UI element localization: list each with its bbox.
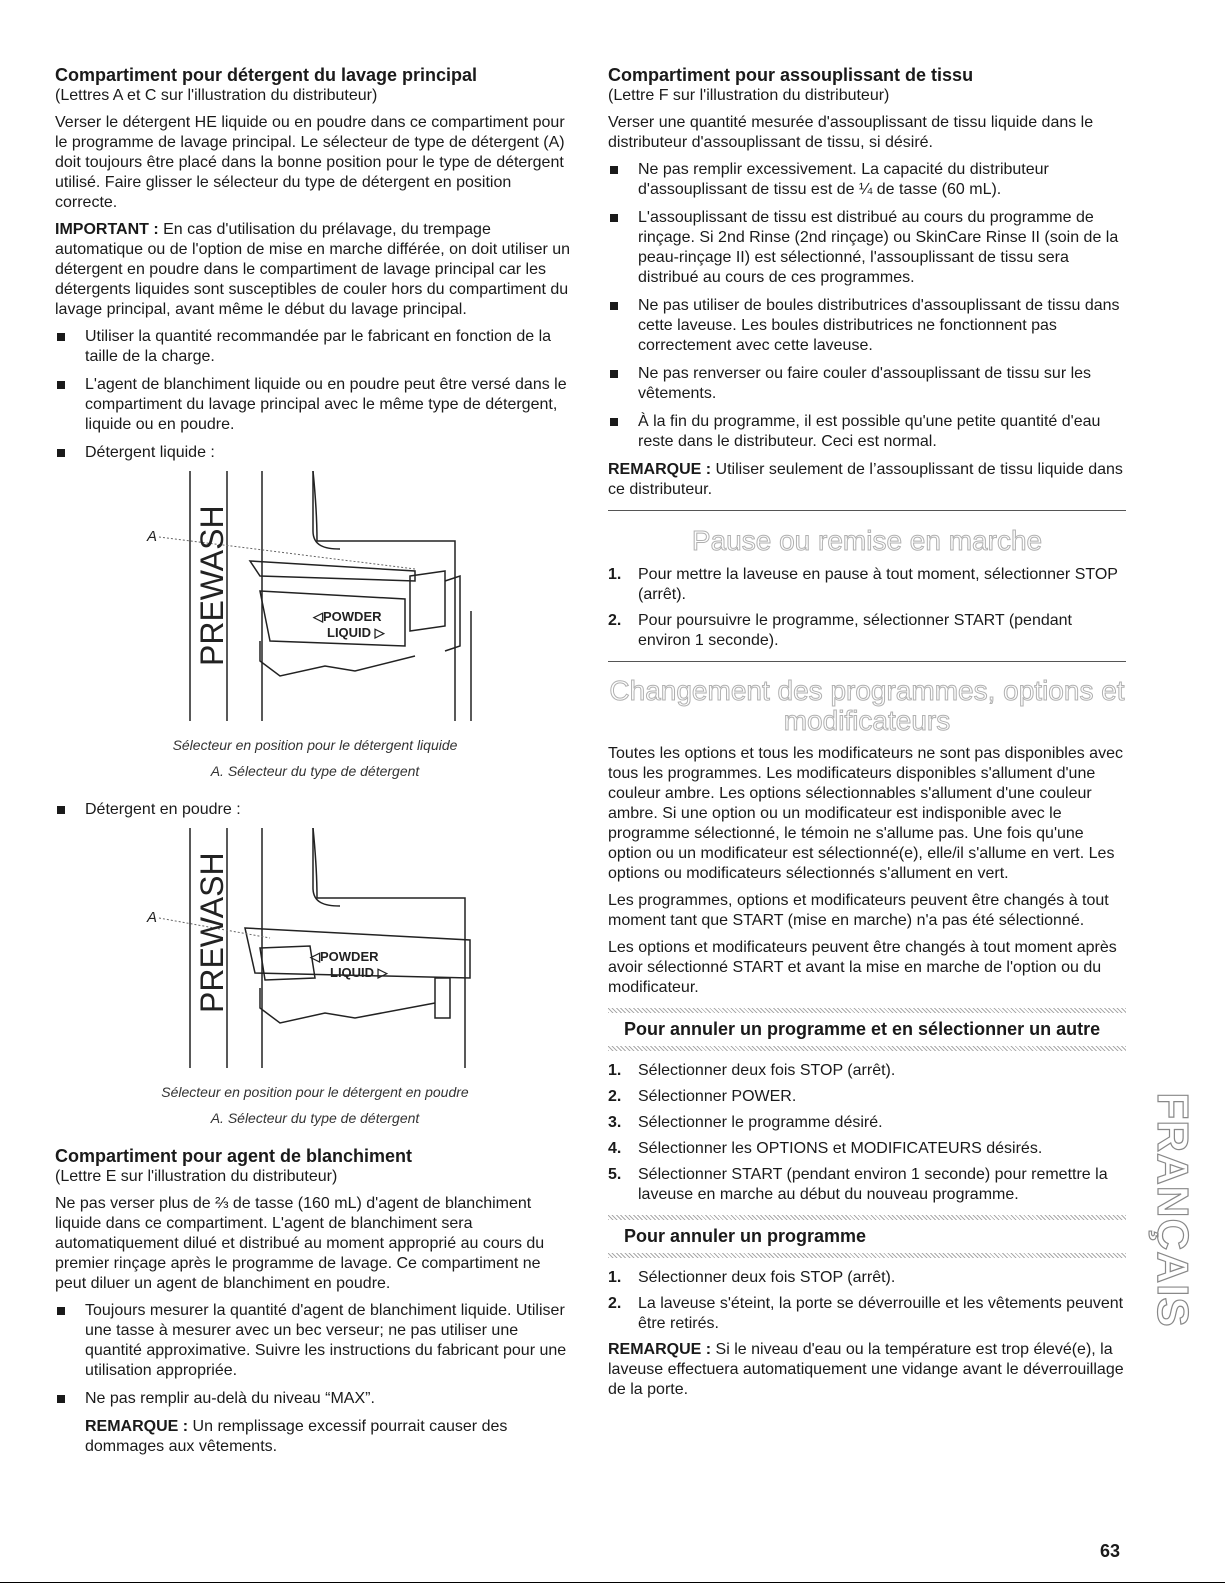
bullet-item: Toujours mesurer la quantité d'agent de blanchiment liquide. Utiliser une tasse à mesurer avec un bec verseur; ne pas utiliser une quantité approximative. Suivre les instructions du fabricant pour une utilisation appropriée.	[55, 1301, 575, 1381]
numbered-item: 2. La laveuse s'éteint, la porte se déverrouille et les vêtements peuvent être retirés.	[608, 1295, 1124, 1332]
change-paragraph: Les programmes, options et modificateurs peuvent être changés à tout moment tant que START (mise en marche) n'a pas été sélectionné.	[608, 892, 1109, 929]
numbered-item: 1. Sélectionner deux fois STOP (arrêt).	[608, 1062, 896, 1079]
softener-subtitle: (Lettre F sur l'illustration du distributeur)	[608, 87, 890, 104]
bottom-border	[0, 1582, 1225, 1583]
dispenser-liquid-svg	[55, 471, 575, 731]
cancel-select-heading: Pour annuler un programme et en sélectionner un autre	[624, 1019, 1101, 1039]
bullet-item: Utiliser la quantité recommandée par le fabricant en fonction de la taille de la charge.	[55, 327, 575, 367]
right-column	[608, 64, 1126, 1400]
svg-text:◁POWDER: ◁POWDER	[310, 949, 379, 964]
bullet-item: L'agent de blanchiment liquide ou en poudre peut être versé dans le compartiment du lavage principal avec le même type de détergent, liquide ou en poudre.	[55, 375, 575, 435]
prewash-label: PREWASH	[194, 852, 230, 1013]
change-paragraph: Les options et modificateurs peuvent être changés à tout moment après avoir sélectionné START et avant la mise en marche de l'option ou du modificateur.	[608, 939, 1117, 996]
powder-label: POWDER	[323, 609, 382, 624]
bullet-item: Ne pas remplir excessivement. La capacité du distributeur d'assouplissant de tissu est de ¼ de tasse (60 mL).	[608, 160, 1126, 200]
dispenser-powder-svg	[55, 828, 575, 1078]
left-column	[55, 64, 575, 1457]
liquid-label: LIQUID	[330, 965, 375, 980]
bullet-item: Ne pas utiliser de boules distributrices d'assouplissant de tissu dans cette laveuse. Les boules distributrices ne fonctionnent pas correctement avec cette laveuse.	[608, 296, 1126, 356]
bleach-remark	[55, 1417, 575, 1457]
prewash-label: PREWASH	[194, 505, 230, 666]
main-wash-paragraph: Verser le détergent HE liquide ou en poudre dans ce compartiment pour le programme de lavage principal. Le sélecteur de type de détergent (A) doit toujours être placé dans la bonne position pour le type de détergent utilisé. Faire glisser le sélecteur du type de détergent en position correcte.	[55, 114, 565, 211]
bleach-paragraph: Ne pas verser plus de ⅔ de tasse (160 mL) d'agent de blanchiment liquide dans ce compartiment. L'agent de blanchiment sera automatiquement dilué et distribué au moment approprié au cours du premier rinçage après le programme de lavage. Ce compartiment ne peut diluer un agent de blanchiment en poudre.	[55, 1195, 545, 1292]
important-text: En cas d'utilisation du prélavage, du trempage automatique ou de l'option de mise en marche différée, on doit utiliser un détergent en poudre dans le compartiment de lavage principal car les détergents liquides sont susceptibles de couler hors du compartiment du lavage principal, avant même le début du lavage principal.	[55, 221, 571, 318]
bullet-item: À la fin du programme, il est possible qu'une petite quantité d'eau reste dans le distributeur. Ceci est normal.	[608, 412, 1126, 452]
important-note	[55, 220, 575, 320]
bleach-heading: Compartiment pour agent de blanchiment	[55, 1146, 413, 1166]
softener-paragraph: Verser une quantité mesurée d'assouplissant de tissu liquide dans le distributeur d'assouplissant de tissu, si désiré.	[608, 114, 1094, 151]
pause-section-title: Pause ou remise en marche	[691, 525, 1043, 556]
powder-label: POWDER	[320, 949, 379, 964]
cancel-heading: Pour annuler un programme	[624, 1226, 867, 1246]
numbered-item: 1. Sélectionner deux fois STOP (arrêt).	[608, 1269, 896, 1286]
cancel-remark	[608, 1340, 1126, 1400]
bullet-item: Ne pas renverser ou faire couler d'assouplissant de tissu sur les vêtements.	[608, 364, 1126, 404]
bullet-item: Ne pas remplir au-delà du niveau “MAX”.	[55, 1389, 575, 1409]
numbered-item: 2. Sélectionner POWER.	[608, 1088, 797, 1105]
section-divider	[608, 661, 1126, 662]
change-section-title: Changement des programmes, options et modificateurs	[609, 675, 1125, 736]
numbered-item: 2. Pour poursuivre le programme, sélectionner START (pendant environ 1 seconde).	[608, 612, 1072, 649]
dispenser-illustration-powder	[55, 828, 575, 1083]
remark-label: REMARQUE :	[608, 1341, 712, 1358]
remark-label: REMARQUE :	[608, 461, 712, 478]
box-bottom-border	[608, 1253, 1126, 1258]
section-divider	[608, 510, 1126, 511]
language-side-tab: FRANÇAIS	[1148, 1092, 1197, 1328]
softener-heading: Compartiment pour assouplissant de tissu	[608, 65, 974, 85]
numbered-item: 3. Sélectionner le programme désiré.	[608, 1114, 883, 1131]
figure-caption: A. Sélecteur du type de détergent	[210, 1110, 420, 1126]
label-a: A	[147, 528, 158, 545]
figure-caption: Sélecteur en position pour le détergent en poudre	[161, 1084, 469, 1100]
liquid-label: LIQUID	[327, 625, 372, 640]
numbered-item: 4. Sélectionner les OPTIONS et MODIFICATEURS désirés.	[608, 1140, 1043, 1157]
main-wash-heading: Compartiment pour détergent du lavage principal	[55, 65, 478, 85]
change-paragraph: Toutes les options et tous les modificateurs ne sont pas disponibles avec tous les programmes. Les modificateurs disponibles s'allument d'une couleur ambre. Les options sélectionnables s'allument d'une couleur ambre. Si une option ou un modificateur est indisponible avec le programme sélectionné, le témoin ne s'allume pas. Une fois qu'une option ou un modificateur est sélectionné(e), elle/il s'allume en vert. Les options ou modificateurs sélectionnés s'allument en vert.	[608, 745, 1123, 882]
bleach-subtitle: (Lettre E sur l'illustration du distributeur)	[55, 1168, 338, 1185]
remark-text: Un remplissage excessif pourrait causer des dommages aux vêtements.	[85, 1418, 508, 1455]
label-a: A	[147, 909, 158, 926]
remark-label: REMARQUE :	[85, 1418, 189, 1435]
numbered-item: 1. Pour mettre la laveuse en pause à tout moment, sélectionner STOP (arrêt).	[608, 566, 1118, 603]
bullet-item: L'assouplissant de tissu est distribué au cours du programme de rinçage. Si 2nd Rinse (2nd rinçage) ou SkinCare Rinse II (soin de la peau-rinçage II) est sélectionné, l'assouplissant de tissu sera distribué au cours de ces programmes.	[608, 208, 1126, 288]
softener-remark	[608, 460, 1126, 500]
numbered-item: 5. Sélectionner START (pendant environ 1 seconde) pour remettre la laveuse en marche au début du nouveau programme.	[608, 1166, 1108, 1203]
bullet-item: Détergent en poudre :	[55, 800, 575, 820]
remark-text: Si le niveau d'eau ou la température est trop élevé(e), la laveuse effectuera automatiquement une vidange avant le déverrouillage de la porte.	[608, 1341, 1124, 1398]
remark-text: Utiliser seulement de l’assouplissant de tissu liquide dans ce distributeur.	[608, 461, 1123, 498]
page-number: 63	[1100, 1541, 1121, 1561]
svg-text:LIQUID ▷: LIQUID ▷	[327, 625, 385, 640]
box-bottom-border	[608, 1046, 1126, 1051]
dispenser-illustration-liquid	[55, 471, 575, 736]
figure-caption: Sélecteur en position pour le détergent liquide	[172, 737, 458, 753]
main-wash-subtitle: (Lettres A et C sur l'illustration du distributeur)	[55, 87, 378, 104]
figure-caption: A. Sélecteur du type de détergent	[210, 763, 420, 779]
bullet-item: Détergent liquide :	[55, 443, 575, 463]
svg-text:◁POWDER: ◁POWDER	[313, 609, 382, 624]
important-label: IMPORTANT :	[55, 221, 159, 238]
svg-text:LIQUID ▷: LIQUID ▷	[330, 965, 388, 980]
